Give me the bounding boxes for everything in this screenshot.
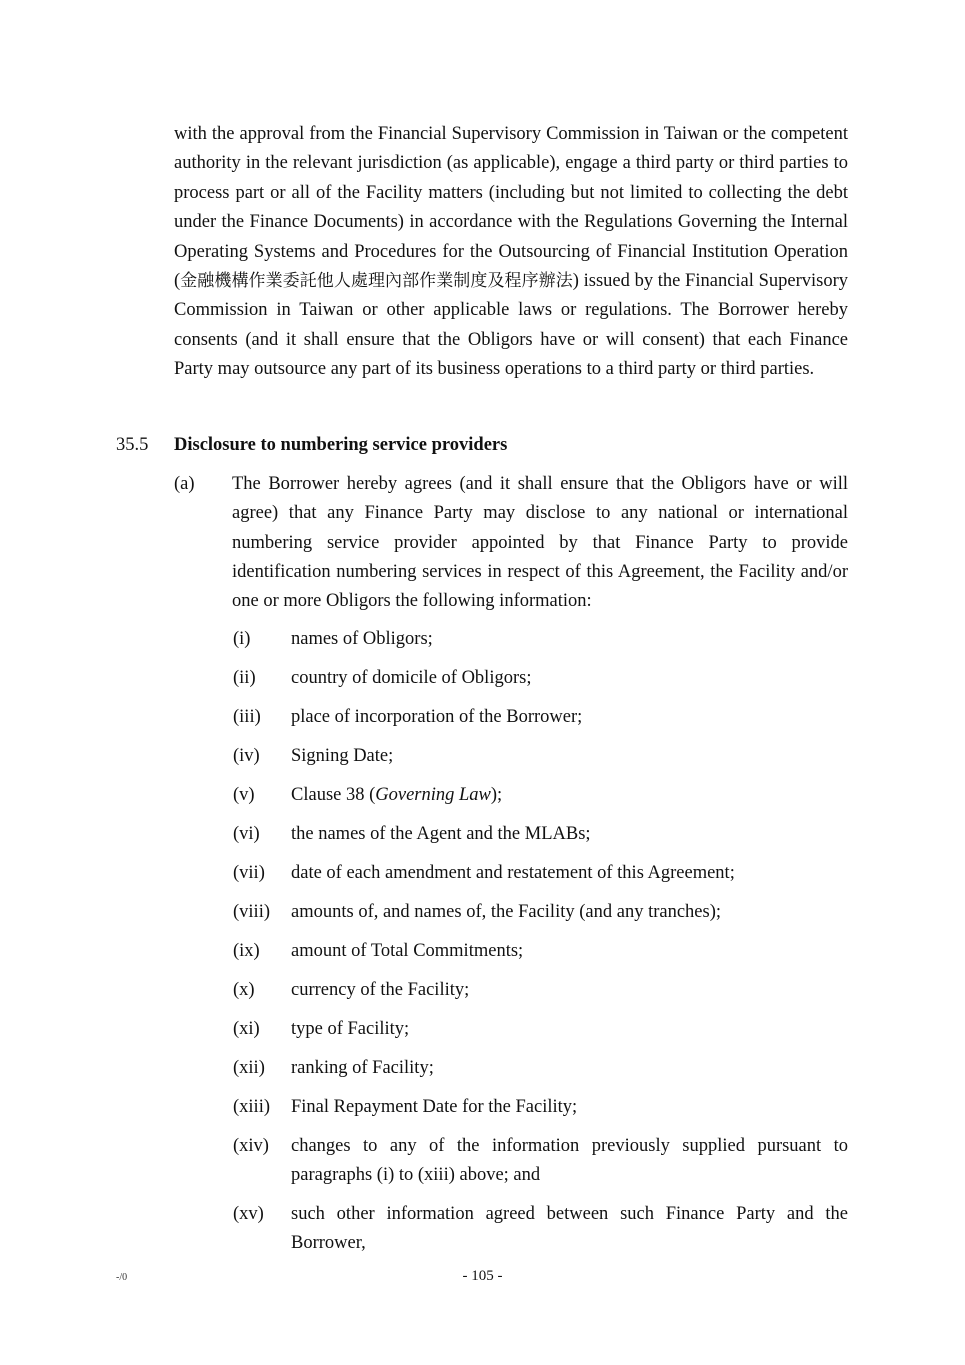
governing-law-title: Governing Law	[375, 784, 491, 805]
regulation-chinese-title: 金融機構作業委託他人處理內部作業制度及程序辦法	[180, 271, 573, 292]
list-item-label: (v)	[233, 784, 255, 805]
list-item	[233, 1132, 848, 1191]
clause-reference-text: Clause 38 (	[291, 784, 376, 805]
paragraph-a-label: (a)	[174, 474, 195, 494]
list-item-label: (vii)	[233, 862, 265, 883]
continuation-text-b: ) issued by the Financial Supervisory Commission in Taiwan or other applicable laws or regulations. The Borrower hereby consents (and it shall ensure that the Obligors have or will consent) that each Finance Party may outsource any part of its business operations to a third party or third parties.	[174, 271, 849, 380]
list-item	[233, 703, 848, 732]
continuation-text-a: with the approval from the Financial Supervisory Commission in Taiwan or the competent authority in the relevant jurisdiction (as applicable), engage a third party or third parties to process part or all of the Facility matters (including but not limited to collecting the debt under the Finance Documents) in accordance with the Regulations Governing the Internal Operating Systems and Procedures for the Outsourcing of Financial Institution Operation (	[174, 124, 848, 292]
list-item-label: (viii)	[233, 901, 270, 922]
footer-reference: -/0	[116, 1272, 128, 1283]
list-item-label: (iii)	[233, 706, 261, 727]
clause-reference-close: );	[490, 784, 503, 805]
list-item	[233, 664, 848, 693]
list-item-label: (xi)	[233, 1018, 260, 1039]
list-item	[233, 625, 848, 654]
list-item	[233, 937, 848, 966]
list-item	[233, 859, 848, 888]
list-item-text: the names of the Agent and the MLABs;	[291, 823, 591, 844]
list-item-text: amounts of, and names of, the Facility (and any tranches);	[291, 901, 721, 922]
list-item-text: ranking of Facility;	[291, 1057, 434, 1078]
list-item	[233, 1054, 848, 1083]
list-item-label: (xv)	[233, 1204, 264, 1225]
list-item-text: Signing Date;	[291, 745, 394, 766]
list-item-text: type of Facility;	[291, 1018, 410, 1039]
list-item-label: (xii)	[233, 1057, 265, 1078]
list-item-label: (xiv)	[233, 1135, 269, 1156]
list-item-label: (i)	[233, 629, 251, 649]
list-item-text	[291, 781, 848, 810]
list-item-text: country of domicile of Obligors;	[291, 667, 532, 688]
list-item	[233, 781, 848, 810]
section-number: 35.5	[116, 435, 149, 455]
list-item	[233, 1015, 848, 1044]
list-item	[233, 1200, 848, 1259]
list-item-label: (x)	[233, 979, 255, 1000]
paragraph-a	[174, 470, 848, 616]
list-item-label: (ii)	[233, 667, 256, 688]
list-item-text: amount of Total Commitments;	[291, 940, 524, 961]
list-item-text: names of Obligors;	[291, 629, 433, 649]
list-item-text: such other information agreed between such Finance Party and the Borrower,	[291, 1204, 848, 1254]
section-title: Disclosure to numbering service providers	[174, 435, 508, 455]
list-item-text: Final Repayment Date for the Facility;	[291, 1096, 578, 1117]
list-item	[233, 820, 848, 849]
list-item	[233, 742, 848, 771]
list-item	[233, 898, 848, 927]
continuation-paragraph	[174, 120, 848, 385]
paragraph-a-text: The Borrower hereby agrees (and it shall ensure that the Obligors have or will agree) that any Finance Party may disclose to any national or international numbering service provider appointed by that Finance Party to provide identification numbering services in respect of this Agreement, the Facility and/or one or more Obligors the following information:	[232, 474, 848, 612]
list-item-text: date of each amendment and restatement of this Agreement;	[291, 862, 735, 883]
page-number: - 105 -	[462, 1268, 503, 1284]
list-item-label: (iv)	[233, 745, 260, 766]
list-item-text: changes to any of the information previously supplied pursuant to paragraphs (i) to (xiii) above; and	[291, 1135, 848, 1186]
list-item-text: currency of the Facility;	[291, 979, 470, 1000]
list-item-label: (xiii)	[233, 1096, 270, 1117]
list-item	[233, 976, 848, 1005]
list-item	[233, 1093, 848, 1122]
information-list	[233, 625, 848, 1268]
list-item-label: (vi)	[233, 823, 260, 844]
list-item-text: place of incorporation of the Borrower;	[291, 706, 583, 727]
list-item-label: (ix)	[233, 940, 260, 961]
